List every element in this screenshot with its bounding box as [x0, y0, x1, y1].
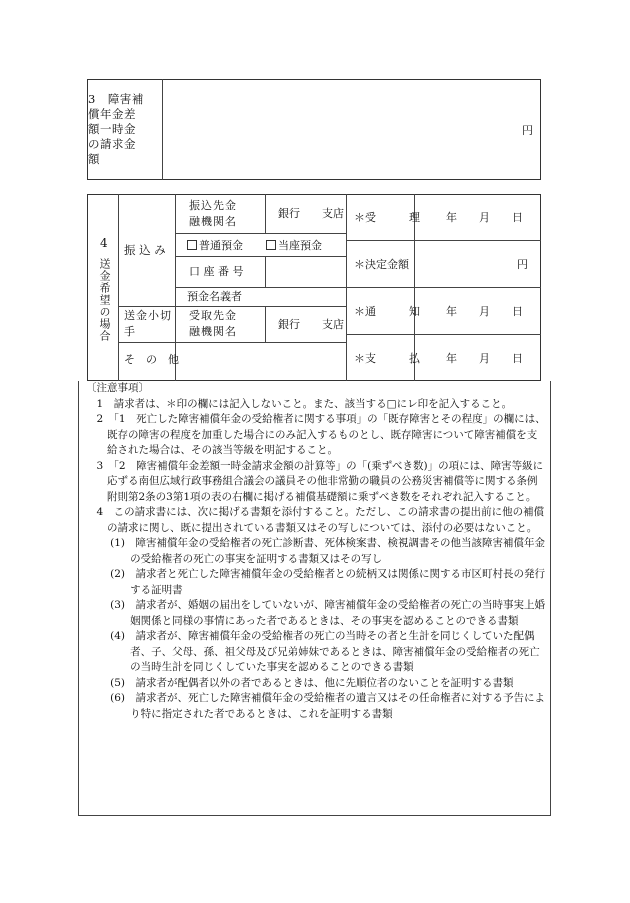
- h-line-4: [118, 306, 346, 307]
- payment-date: 年 月 日: [446, 352, 523, 365]
- notes-bottom-border: [78, 815, 551, 816]
- v-line-3c: [265, 306, 266, 342]
- bank-text: 銀行 支店: [278, 207, 344, 220]
- h-line-2: [175, 256, 346, 257]
- notes-title: 〔注意事項〕: [86, 382, 149, 394]
- note-subitem: (5) 請求者が配偶者以外の者であるときは、他に先順位者のないことを証明する書類: [110, 676, 514, 689]
- section4-title: 送金希望の場合: [98, 258, 111, 342]
- kogitte-label: 送金小切 手: [124, 309, 172, 338]
- receipt-date: 年 月 日: [446, 211, 523, 224]
- futsu-label: 普通預金: [199, 239, 243, 252]
- note-subitem: (6) 請求者が、死亡した障害補償年金の受給権者の遺言又はその任命権者に対する予告により特に指定された者であるときは、これを証明する書類: [110, 692, 546, 720]
- h-line-r1: [346, 240, 541, 241]
- note-subitem: (3) 請求者が、婚姻の届出をしていないが、障害補償年金の受給権者の死亡の当時事実上婚姻関係と同様の事情にあった者であるときは、その事実を認めることのできる書類: [110, 599, 546, 627]
- furikomi-label: 振 込 み: [124, 243, 166, 257]
- toza-checkbox[interactable]: [266, 240, 276, 250]
- notice-label: ＊通 知: [354, 305, 420, 318]
- bank-name-label: 振込先金 融機関名: [189, 199, 237, 228]
- h-line-5: [118, 342, 346, 343]
- note-item: 3 「2 障害補償年金差額一時金請求金額の計算等」の「(乗ずべき数)」の項には、障害等級に応ずる南但広域行政事務組合議会の議員その他非常勤の職員の公務災害補償等に関する条例附則第2条の3第1項の表の右欄に掲げる補償基礎額に乗ずべき数をそれぞれ記入すること。: [96, 459, 544, 503]
- note-item: 1 請求者は、＊印の欄には記入しないこと。また、該当する□にレ印を記入すること。: [96, 397, 513, 410]
- recv-bank-text: 銀行 支店: [278, 318, 344, 331]
- account-holder-label: 預金名義者: [187, 290, 242, 303]
- h-line-r3: [346, 334, 541, 335]
- account-number-label: 口 座 番 号: [189, 265, 244, 278]
- section4-number: 4: [100, 236, 108, 250]
- receipt-label: ＊受 理: [354, 211, 420, 224]
- section3-yen: 円: [522, 124, 533, 137]
- h-line-1: [175, 233, 346, 234]
- account-type-row: [187, 239, 322, 253]
- v-line-3: [265, 194, 266, 233]
- recv-bank-label: 受取先金 融機関名: [189, 309, 237, 338]
- payment-label: ＊支 払: [354, 352, 420, 365]
- sonota-label: そ の 他: [124, 353, 179, 366]
- section3-label: 3 障害補 償年金差 額一時金 の請求金 額: [88, 92, 144, 166]
- v-line-1: [118, 194, 119, 381]
- note-item: 4 この請求書には、次に掲げる書類を添付すること。ただし、この請求書の提出前に他の補償の請求に関し、既に提出されている書類又はその写しについては、添付の必要はないこと。: [96, 506, 545, 534]
- notes-left-border: [78, 381, 79, 816]
- notes-section: [86, 381, 546, 722]
- note-subitem: (1) 障害補償年金の受給権者の死亡診断書、死体検案書、検視調書その他当該障害補償年金の受給権者の死亡の事実を証明する書類又はその写し: [110, 537, 546, 565]
- note-subitem: (4) 請求者が、障害補償年金の受給権者の死亡の当時その者と生計を同じくしていた配偶者、子、父母、孫、祖父母及び兄弟姉妹であるときは、障害補償年金の受給権者の死亡の当時生計を同じくしていた事実を認めることのできる書類: [110, 630, 540, 673]
- decided-amount-yen: 円: [517, 258, 528, 271]
- toza-label: 当座預金: [278, 239, 322, 252]
- notice-date: 年 月 日: [446, 305, 523, 318]
- futsu-checkbox[interactable]: [187, 240, 197, 250]
- section3-amount-field[interactable]: [165, 81, 515, 177]
- v-line-3b: [265, 256, 266, 287]
- h-line-r2: [346, 287, 541, 288]
- decided-amount-label: ＊決定金額: [354, 258, 409, 271]
- notes-right-border: [550, 381, 551, 816]
- h-line-3: [175, 287, 346, 288]
- note-item: 2 「1 死亡した障害補償年金の受給権者に関する事項」の「既存障害とその程度」の欄には、既存の障害の程度を加重した場合にのみ記入するものとし、既存障害について障害補償を支給された場合は、その該当等級を明記すること。: [96, 413, 546, 456]
- note-subitem: (2) 請求者と死亡した障害補償年金の受給権者との続柄又は関係に関する市区町村長の発行する証明書: [110, 568, 546, 596]
